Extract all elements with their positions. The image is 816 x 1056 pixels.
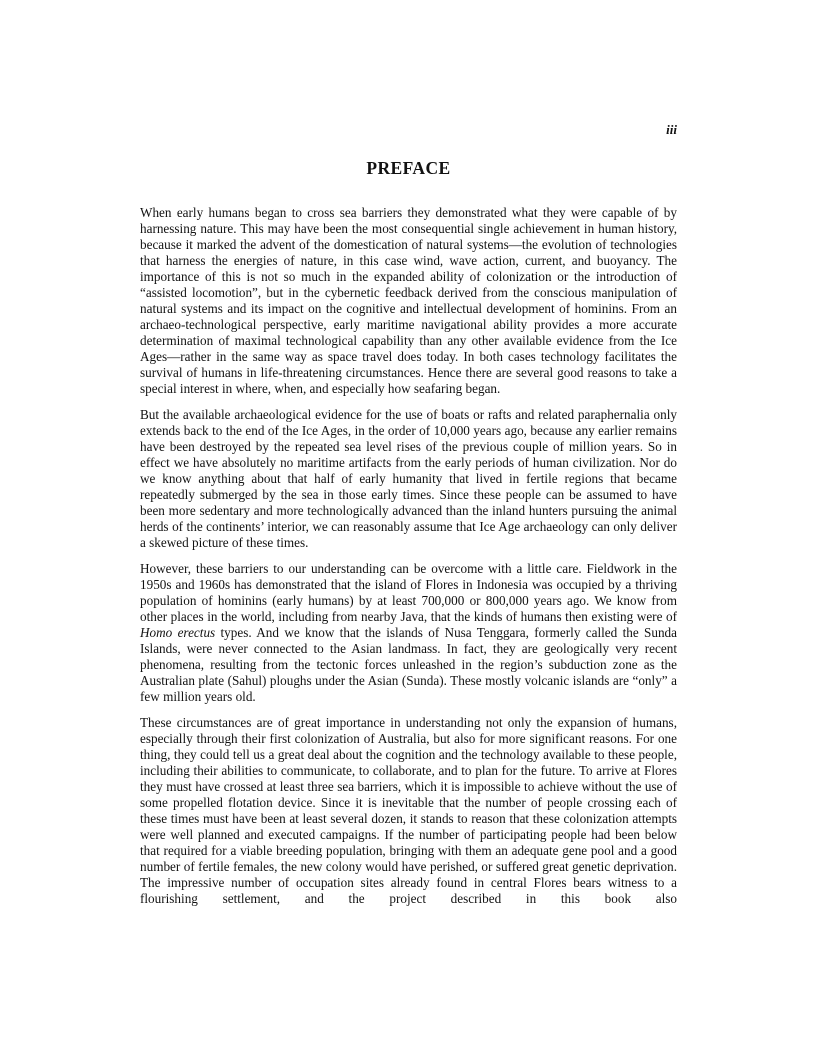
text-run: types. And we know that the islands of Nusa Tenggara, formerly called the Sunda Islands, were never connected to the Asian landmass. In fact, they are geologically very recent phenomena, resulting from the tectonic forces unleashed in the region’s subduction zone as the Australian plate (Sahul) ploughs under the Asian (Sunda). These mostly volcanic islands are “only” a few million years old. bbox=[140, 625, 677, 704]
paragraph-3 bbox=[140, 561, 677, 705]
paragraph-4 bbox=[140, 715, 677, 907]
text-run: But the available archaeological evidence for the use of boats or rafts and related paraphernalia only extends back to the end of the Ice Ages, in the order of 10,000 years ago, because any earlier remains have been destroyed by the repeated sea level rises of the previous couple of million years. So in effect we have absolutely no maritime artifacts from the early periods of human civilization. Nor do we know anything about that half of early humanity that lived in fertile regions that became repeatedly submerged by the sea in those early times. Since these people can be assumed to have been more sedentary and more technologically advanced than the inland hunters pursuing the animal herds of the continents’ interior, we can reasonably assume that Ice Age archaeology can only deliver a skewed picture of these times. bbox=[140, 407, 677, 550]
text-run: However, these barriers to our understanding can be overcome with a little care. Fieldwork in the 1950s and 1960s has demonstrated that the island of Flores in Indonesia was occupied by a thriving population of hominins (early humans) by at least 700,000 or 800,000 years ago. We know from other places in the world, including from nearby Java, that the kinds of humans then existing were of bbox=[140, 561, 677, 624]
page-number: iii bbox=[666, 122, 677, 137]
page-title: PREFACE bbox=[366, 158, 451, 178]
paragraph-2 bbox=[140, 407, 677, 551]
species-name-italic: Homo erectus bbox=[140, 625, 216, 640]
text-run: These circumstances are of great importance in understanding not only the expansion of humans, especially through their first colonization of Australia, but also for more significant reasons. For one thing, they could tell us a great deal about the cognition and the technology available to these people, including their abilities to communicate, to collaborate, and to plan for the future. To arrive at Flores they must have crossed at least three sea barriers, which it is impossible to achieve without the use of some propelled flotation device. Since it is inevitable that the number of people crossing each of these times must have been at least several dozen, it stands to reason that these colonization attempts were well planned and executed campaigns. If the number of participating people had been below that required for a viable breeding population, bringing with them an adequate gene pool and a good number of fertile females, the new colony would have perished, or suffered great genetic deprivation. The impressive number of occupation sites already found in central Flores bears witness to a flourishing settlement, and the project described in this book also bbox=[140, 715, 677, 906]
paragraph-1 bbox=[140, 205, 677, 397]
page-content bbox=[140, 123, 677, 917]
text-run: When early humans began to cross sea barriers they demonstrated what they were capable of by harnessing nature. This may have been the most consequential single achievement in human history, because it marked the advent of the domestication of natural systems—the evolution of technologies that harness the energies of nature, in this case wind, wave action, current, and buoyancy. The importance of this is not so much in the expanded ability of colonization or the introduction of “assisted locomotion”, but in the cybernetic feedback derived from the conscious manipulation of natural systems and its impact on the cognitive and intellectual development of hominins. From an archaeo-technological perspective, early maritime navigational ability provides a more accurate determination of maximal technological capability than any other available evidence from the Ice Ages—rather in the same way as space travel does today. In both cases technology facilitates the survival of humans in life-threatening circumstances. Hence there are several good reasons to take a special interest in where, when, and especially how seafaring began. bbox=[140, 205, 677, 396]
